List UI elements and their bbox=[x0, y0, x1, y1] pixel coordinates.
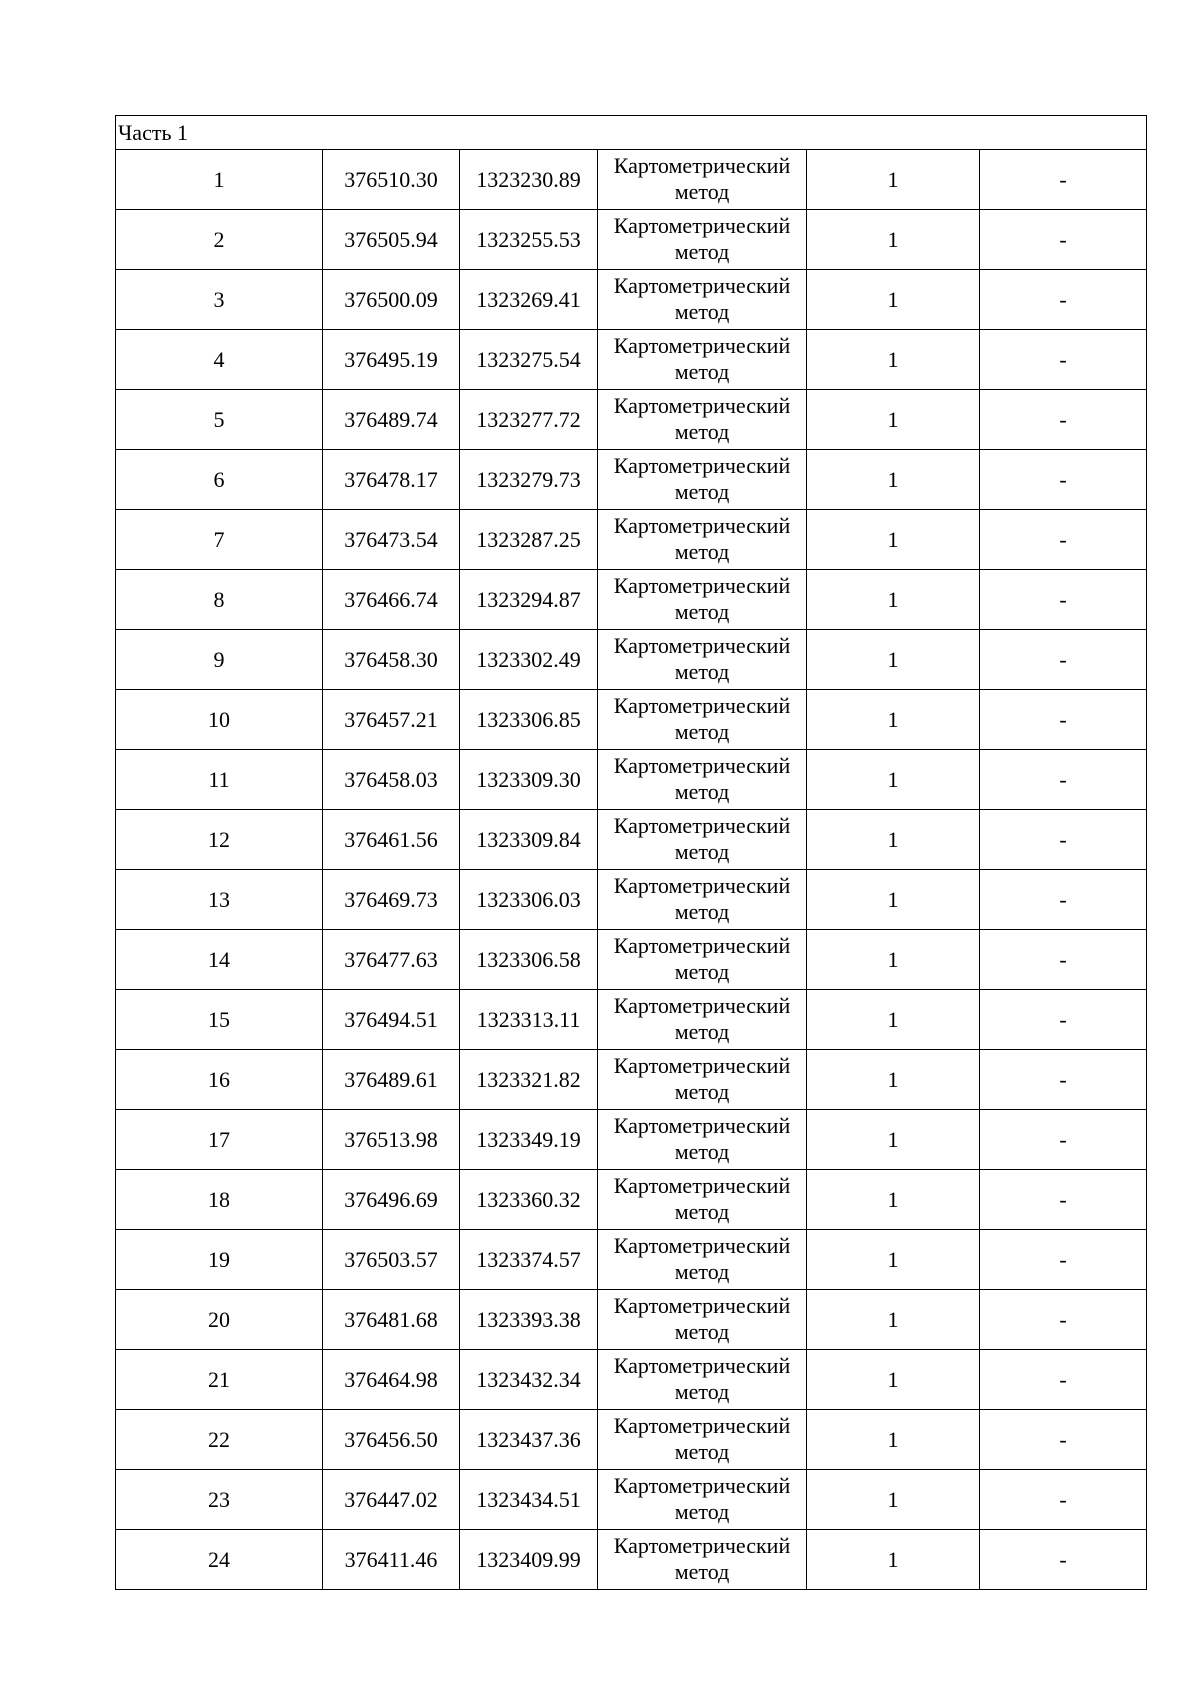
point-number-cell: 4 bbox=[116, 330, 323, 390]
method-cell bbox=[598, 1350, 807, 1410]
y-coordinate-cell: 1323306.85 bbox=[460, 690, 598, 750]
method-line-1: Картометрический bbox=[613, 1232, 791, 1258]
x-coordinate-cell: 376473.54 bbox=[323, 510, 460, 570]
method-line-2: метод bbox=[674, 598, 730, 624]
precision-cell: 1 bbox=[807, 450, 980, 510]
point-number-cell: 9 bbox=[116, 630, 323, 690]
precision-cell: 1 bbox=[807, 1230, 980, 1290]
precision-cell: 1 bbox=[807, 570, 980, 630]
x-coordinate-cell: 376489.74 bbox=[323, 390, 460, 450]
x-coordinate-cell: 376477.63 bbox=[323, 930, 460, 990]
table-row bbox=[116, 870, 1147, 930]
table-row bbox=[116, 690, 1147, 750]
y-coordinate-cell: 1323306.58 bbox=[460, 930, 598, 990]
precision-cell: 1 bbox=[807, 810, 980, 870]
point-number-cell: 7 bbox=[116, 510, 323, 570]
method-cell bbox=[598, 1230, 807, 1290]
part-label: Часть 1 bbox=[116, 116, 1147, 150]
x-coordinate-cell: 376510.30 bbox=[323, 150, 460, 210]
note-cell: - bbox=[980, 150, 1147, 210]
method-cell bbox=[598, 570, 807, 630]
method-cell bbox=[598, 390, 807, 450]
table-row bbox=[116, 270, 1147, 330]
y-coordinate-cell: 1323360.32 bbox=[460, 1170, 598, 1230]
x-coordinate-cell: 376496.69 bbox=[323, 1170, 460, 1230]
y-coordinate-cell: 1323409.99 bbox=[460, 1530, 598, 1590]
part-header-row bbox=[116, 116, 1147, 150]
note-cell: - bbox=[980, 1110, 1147, 1170]
method-line-2: метод bbox=[674, 358, 730, 384]
y-coordinate-cell: 1323432.34 bbox=[460, 1350, 598, 1410]
precision-cell: 1 bbox=[807, 1050, 980, 1110]
x-coordinate-cell: 376489.61 bbox=[323, 1050, 460, 1110]
y-coordinate-cell: 1323349.19 bbox=[460, 1110, 598, 1170]
point-number-cell: 1 bbox=[116, 150, 323, 210]
x-coordinate-cell: 376458.30 bbox=[323, 630, 460, 690]
method-line-2: метод bbox=[674, 178, 730, 204]
method-line-2: метод bbox=[674, 1138, 730, 1164]
precision-cell: 1 bbox=[807, 1470, 980, 1530]
method-cell bbox=[598, 510, 807, 570]
method-cell bbox=[598, 690, 807, 750]
note-cell: - bbox=[980, 690, 1147, 750]
method-line-1: Картометрический bbox=[613, 692, 791, 718]
table-row bbox=[116, 210, 1147, 270]
method-cell bbox=[598, 630, 807, 690]
method-line-2: метод bbox=[674, 1258, 730, 1284]
method-line-1: Картометрический bbox=[613, 1112, 791, 1138]
method-cell bbox=[598, 1170, 807, 1230]
x-coordinate-cell: 376457.21 bbox=[323, 690, 460, 750]
precision-cell: 1 bbox=[807, 390, 980, 450]
table-row bbox=[116, 570, 1147, 630]
table-row bbox=[116, 330, 1147, 390]
method-cell bbox=[598, 270, 807, 330]
table-row bbox=[116, 1470, 1147, 1530]
x-coordinate-cell: 376461.56 bbox=[323, 810, 460, 870]
table-row bbox=[116, 990, 1147, 1050]
precision-cell: 1 bbox=[807, 1350, 980, 1410]
table-row bbox=[116, 1110, 1147, 1170]
x-coordinate-cell: 376481.68 bbox=[323, 1290, 460, 1350]
precision-cell: 1 bbox=[807, 210, 980, 270]
note-cell: - bbox=[980, 1290, 1147, 1350]
note-cell: - bbox=[980, 1410, 1147, 1470]
note-cell: - bbox=[980, 330, 1147, 390]
point-number-cell: 17 bbox=[116, 1110, 323, 1170]
method-line-2: метод bbox=[674, 658, 730, 684]
method-line-2: метод bbox=[674, 1378, 730, 1404]
point-number-cell: 22 bbox=[116, 1410, 323, 1470]
method-cell bbox=[598, 1110, 807, 1170]
table-row bbox=[116, 930, 1147, 990]
precision-cell: 1 bbox=[807, 630, 980, 690]
x-coordinate-cell: 376469.73 bbox=[323, 870, 460, 930]
table-row bbox=[116, 750, 1147, 810]
note-cell: - bbox=[980, 1170, 1147, 1230]
method-line-2: метод bbox=[674, 478, 730, 504]
method-cell bbox=[598, 1470, 807, 1530]
method-line-1: Картометрический bbox=[613, 632, 791, 658]
method-cell bbox=[598, 1410, 807, 1470]
method-line-2: метод bbox=[674, 1078, 730, 1104]
table-row bbox=[116, 150, 1147, 210]
y-coordinate-cell: 1323275.54 bbox=[460, 330, 598, 390]
y-coordinate-cell: 1323269.41 bbox=[460, 270, 598, 330]
y-coordinate-cell: 1323437.36 bbox=[460, 1410, 598, 1470]
method-line-2: метод bbox=[674, 898, 730, 924]
precision-cell: 1 bbox=[807, 510, 980, 570]
x-coordinate-cell: 376478.17 bbox=[323, 450, 460, 510]
method-line-1: Картометрический bbox=[613, 332, 791, 358]
table-row bbox=[116, 450, 1147, 510]
method-line-1: Картометрический bbox=[613, 572, 791, 598]
method-line-1: Картометрический bbox=[613, 1412, 791, 1438]
x-coordinate-cell: 376411.46 bbox=[323, 1530, 460, 1590]
method-cell bbox=[598, 1290, 807, 1350]
point-number-cell: 3 bbox=[116, 270, 323, 330]
method-line-1: Картометрический bbox=[613, 872, 791, 898]
point-number-cell: 19 bbox=[116, 1230, 323, 1290]
precision-cell: 1 bbox=[807, 690, 980, 750]
note-cell: - bbox=[980, 1530, 1147, 1590]
method-line-1: Картометрический bbox=[613, 752, 791, 778]
method-cell bbox=[598, 150, 807, 210]
y-coordinate-cell: 1323230.89 bbox=[460, 150, 598, 210]
y-coordinate-cell: 1323302.49 bbox=[460, 630, 598, 690]
y-coordinate-cell: 1323279.73 bbox=[460, 450, 598, 510]
table-row bbox=[116, 810, 1147, 870]
method-line-2: метод bbox=[674, 238, 730, 264]
note-cell: - bbox=[980, 210, 1147, 270]
method-cell bbox=[598, 810, 807, 870]
method-cell bbox=[598, 990, 807, 1050]
method-cell bbox=[598, 1050, 807, 1110]
table-row bbox=[116, 1170, 1147, 1230]
method-line-1: Картометрический bbox=[613, 812, 791, 838]
method-cell bbox=[598, 870, 807, 930]
y-coordinate-cell: 1323277.72 bbox=[460, 390, 598, 450]
table-row bbox=[116, 390, 1147, 450]
method-line-1: Картометрический bbox=[613, 1292, 791, 1318]
precision-cell: 1 bbox=[807, 1410, 980, 1470]
method-line-2: метод bbox=[674, 1198, 730, 1224]
y-coordinate-cell: 1323374.57 bbox=[460, 1230, 598, 1290]
method-cell bbox=[598, 450, 807, 510]
y-coordinate-cell: 1323306.03 bbox=[460, 870, 598, 930]
method-line-2: метод bbox=[674, 538, 730, 564]
y-coordinate-cell: 1323434.51 bbox=[460, 1470, 598, 1530]
method-line-2: метод bbox=[674, 778, 730, 804]
method-line-2: метод bbox=[674, 1318, 730, 1344]
point-number-cell: 10 bbox=[116, 690, 323, 750]
point-number-cell: 21 bbox=[116, 1350, 323, 1410]
method-cell bbox=[598, 210, 807, 270]
point-number-cell: 11 bbox=[116, 750, 323, 810]
method-cell bbox=[598, 1530, 807, 1590]
method-line-2: метод bbox=[674, 1498, 730, 1524]
precision-cell: 1 bbox=[807, 330, 980, 390]
method-line-1: Картометрический bbox=[613, 1352, 791, 1378]
method-line-2: метод bbox=[674, 1558, 730, 1584]
method-line-2: метод bbox=[674, 298, 730, 324]
y-coordinate-cell: 1323255.53 bbox=[460, 210, 598, 270]
note-cell: - bbox=[980, 870, 1147, 930]
note-cell: - bbox=[980, 510, 1147, 570]
table-row bbox=[116, 1050, 1147, 1110]
precision-cell: 1 bbox=[807, 750, 980, 810]
y-coordinate-cell: 1323393.38 bbox=[460, 1290, 598, 1350]
note-cell: - bbox=[980, 570, 1147, 630]
precision-cell: 1 bbox=[807, 1110, 980, 1170]
note-cell: - bbox=[980, 450, 1147, 510]
note-cell: - bbox=[980, 1470, 1147, 1530]
note-cell: - bbox=[980, 270, 1147, 330]
method-line-2: метод bbox=[674, 418, 730, 444]
method-line-1: Картометрический bbox=[613, 992, 791, 1018]
method-line-1: Картометрический bbox=[613, 152, 791, 178]
note-cell: - bbox=[980, 990, 1147, 1050]
point-number-cell: 2 bbox=[116, 210, 323, 270]
point-number-cell: 13 bbox=[116, 870, 323, 930]
method-line-1: Картометрический bbox=[613, 212, 791, 238]
method-cell bbox=[598, 930, 807, 990]
precision-cell: 1 bbox=[807, 870, 980, 930]
table-row bbox=[116, 510, 1147, 570]
x-coordinate-cell: 376464.98 bbox=[323, 1350, 460, 1410]
note-cell: - bbox=[980, 390, 1147, 450]
method-line-1: Картометрический bbox=[613, 1052, 791, 1078]
note-cell: - bbox=[980, 930, 1147, 990]
precision-cell: 1 bbox=[807, 1170, 980, 1230]
method-line-2: метод bbox=[674, 1018, 730, 1044]
table-row bbox=[116, 1290, 1147, 1350]
y-coordinate-cell: 1323313.11 bbox=[460, 990, 598, 1050]
x-coordinate-cell: 376503.57 bbox=[323, 1230, 460, 1290]
point-number-cell: 5 bbox=[116, 390, 323, 450]
method-line-1: Картометрический bbox=[613, 932, 791, 958]
table-row bbox=[116, 1350, 1147, 1410]
y-coordinate-cell: 1323309.30 bbox=[460, 750, 598, 810]
method-line-2: метод bbox=[674, 958, 730, 984]
method-line-1: Картометрический bbox=[613, 1472, 791, 1498]
point-number-cell: 12 bbox=[116, 810, 323, 870]
method-line-1: Картометрический bbox=[613, 1172, 791, 1198]
precision-cell: 1 bbox=[807, 990, 980, 1050]
method-line-1: Картометрический bbox=[613, 452, 791, 478]
note-cell: - bbox=[980, 750, 1147, 810]
x-coordinate-cell: 376505.94 bbox=[323, 210, 460, 270]
method-cell bbox=[598, 330, 807, 390]
coordinates-table bbox=[115, 115, 1147, 1590]
point-number-cell: 23 bbox=[116, 1470, 323, 1530]
table-row bbox=[116, 1410, 1147, 1470]
x-coordinate-cell: 376447.02 bbox=[323, 1470, 460, 1530]
method-line-1: Картометрический bbox=[613, 392, 791, 418]
point-number-cell: 20 bbox=[116, 1290, 323, 1350]
y-coordinate-cell: 1323287.25 bbox=[460, 510, 598, 570]
point-number-cell: 18 bbox=[116, 1170, 323, 1230]
precision-cell: 1 bbox=[807, 150, 980, 210]
point-number-cell: 14 bbox=[116, 930, 323, 990]
table-row bbox=[116, 1230, 1147, 1290]
precision-cell: 1 bbox=[807, 270, 980, 330]
method-line-2: метод bbox=[674, 1438, 730, 1464]
table-body bbox=[116, 116, 1147, 1590]
table-row bbox=[116, 1530, 1147, 1590]
x-coordinate-cell: 376500.09 bbox=[323, 270, 460, 330]
point-number-cell: 24 bbox=[116, 1530, 323, 1590]
note-cell: - bbox=[980, 1230, 1147, 1290]
x-coordinate-cell: 376494.51 bbox=[323, 990, 460, 1050]
table-row bbox=[116, 630, 1147, 690]
y-coordinate-cell: 1323294.87 bbox=[460, 570, 598, 630]
point-number-cell: 6 bbox=[116, 450, 323, 510]
x-coordinate-cell: 376458.03 bbox=[323, 750, 460, 810]
precision-cell: 1 bbox=[807, 1290, 980, 1350]
note-cell: - bbox=[980, 810, 1147, 870]
note-cell: - bbox=[980, 1350, 1147, 1410]
method-line-1: Картометрический bbox=[613, 512, 791, 538]
method-cell bbox=[598, 750, 807, 810]
method-line-2: метод bbox=[674, 838, 730, 864]
precision-cell: 1 bbox=[807, 930, 980, 990]
point-number-cell: 8 bbox=[116, 570, 323, 630]
method-line-1: Картометрический bbox=[613, 1532, 791, 1558]
x-coordinate-cell: 376456.50 bbox=[323, 1410, 460, 1470]
note-cell: - bbox=[980, 1050, 1147, 1110]
precision-cell: 1 bbox=[807, 1530, 980, 1590]
point-number-cell: 16 bbox=[116, 1050, 323, 1110]
method-line-1: Картометрический bbox=[613, 272, 791, 298]
y-coordinate-cell: 1323321.82 bbox=[460, 1050, 598, 1110]
x-coordinate-cell: 376513.98 bbox=[323, 1110, 460, 1170]
x-coordinate-cell: 376466.74 bbox=[323, 570, 460, 630]
note-cell: - bbox=[980, 630, 1147, 690]
method-line-2: метод bbox=[674, 718, 730, 744]
point-number-cell: 15 bbox=[116, 990, 323, 1050]
x-coordinate-cell: 376495.19 bbox=[323, 330, 460, 390]
y-coordinate-cell: 1323309.84 bbox=[460, 810, 598, 870]
